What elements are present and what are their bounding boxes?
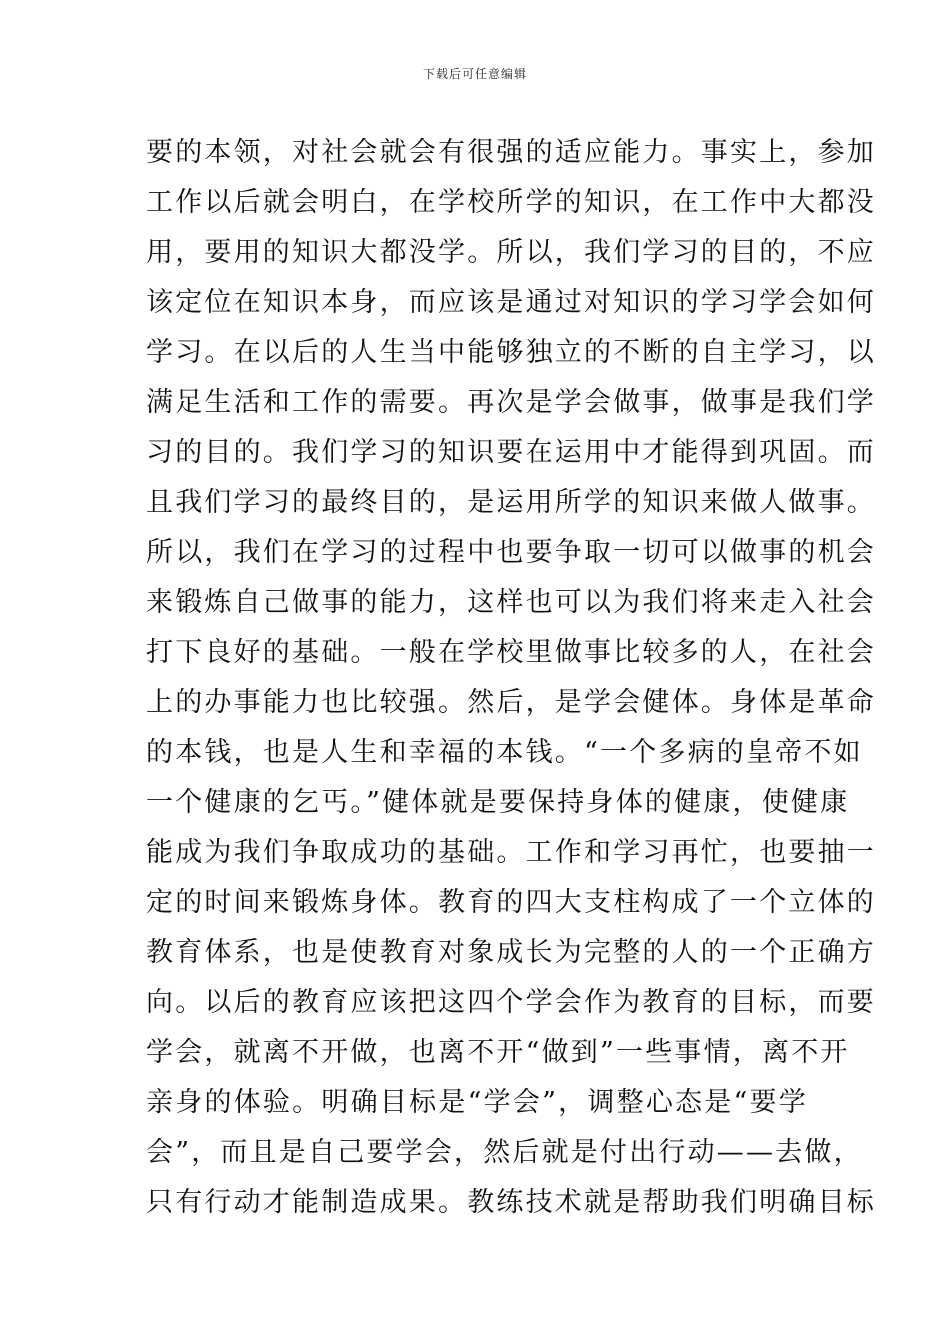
text-line: 来锻炼自己做事的能力，这样也可以为我们将来走入社会 <box>146 587 876 618</box>
text-line: 亲身的体验。明确目标是“学会”，调整心态是“要学 <box>146 1087 808 1118</box>
text-line: 一个健康的乞丐。”健体就是要保持身体的健康，使健康 <box>146 787 850 818</box>
text-line: 且我们学习的最终目的，是运用所学的知识来做人做事。 <box>146 487 876 518</box>
text-line: 满足生活和工作的需要。再次是学会做事，做事是我们学 <box>146 387 876 418</box>
text-line: 会”，而且是自己要学会，然后就是付出行动——去做， <box>146 1137 863 1168</box>
text-line: 的本钱，也是人生和幸福的本钱。“一个多病的皇帝不如 <box>146 737 863 768</box>
text-line: 用，要用的知识大都没学。所以，我们学习的目的，不应 <box>146 237 876 268</box>
text-line: 该定位在知识本身，而应该是通过对知识的学习学会如何 <box>146 287 876 318</box>
text-line: 教育体系，也是使教育对象成长为完整的人的一个正确方 <box>146 937 876 968</box>
text-line: 打下良好的基础。一般在学校里做事比较多的人，在社会 <box>146 637 876 668</box>
text-line: 向。以后的教育应该把这四个学会作为教育的目标，而要 <box>146 987 876 1018</box>
text-line: 只有行动才能制造成果。教练技术就是帮助我们明确目标 <box>146 1187 876 1218</box>
text-line: 要的本领，对社会就会有很强的适应能力。事实上，参加 <box>146 137 876 168</box>
header-note: 下载后可任意编辑 <box>422 67 527 81</box>
body-text <box>146 128 876 1228</box>
text-line: 定的时间来锻炼身体。教育的四大支柱构成了一个立体的 <box>146 887 876 918</box>
text-line: 学会，就离不开做，也离不开“做到”一些事情，离不开 <box>146 1037 850 1068</box>
text-line: 工作以后就会明白，在学校所学的知识，在工作中大都没 <box>146 187 876 218</box>
text-line: 上的办事能力也比较强。然后，是学会健体。身体是革命 <box>146 687 876 718</box>
text-line: 习的目的。我们学习的知识要在运用中才能得到巩固。而 <box>146 437 876 468</box>
text-line: 所以，我们在学习的过程中也要争取一切可以做事的机会 <box>146 537 876 568</box>
text-line: 学习。在以后的人生当中能够独立的不断的自主学习，以 <box>146 337 876 368</box>
text-line: 能成为我们争取成功的基础。工作和学习再忙，也要抽一 <box>146 837 876 868</box>
